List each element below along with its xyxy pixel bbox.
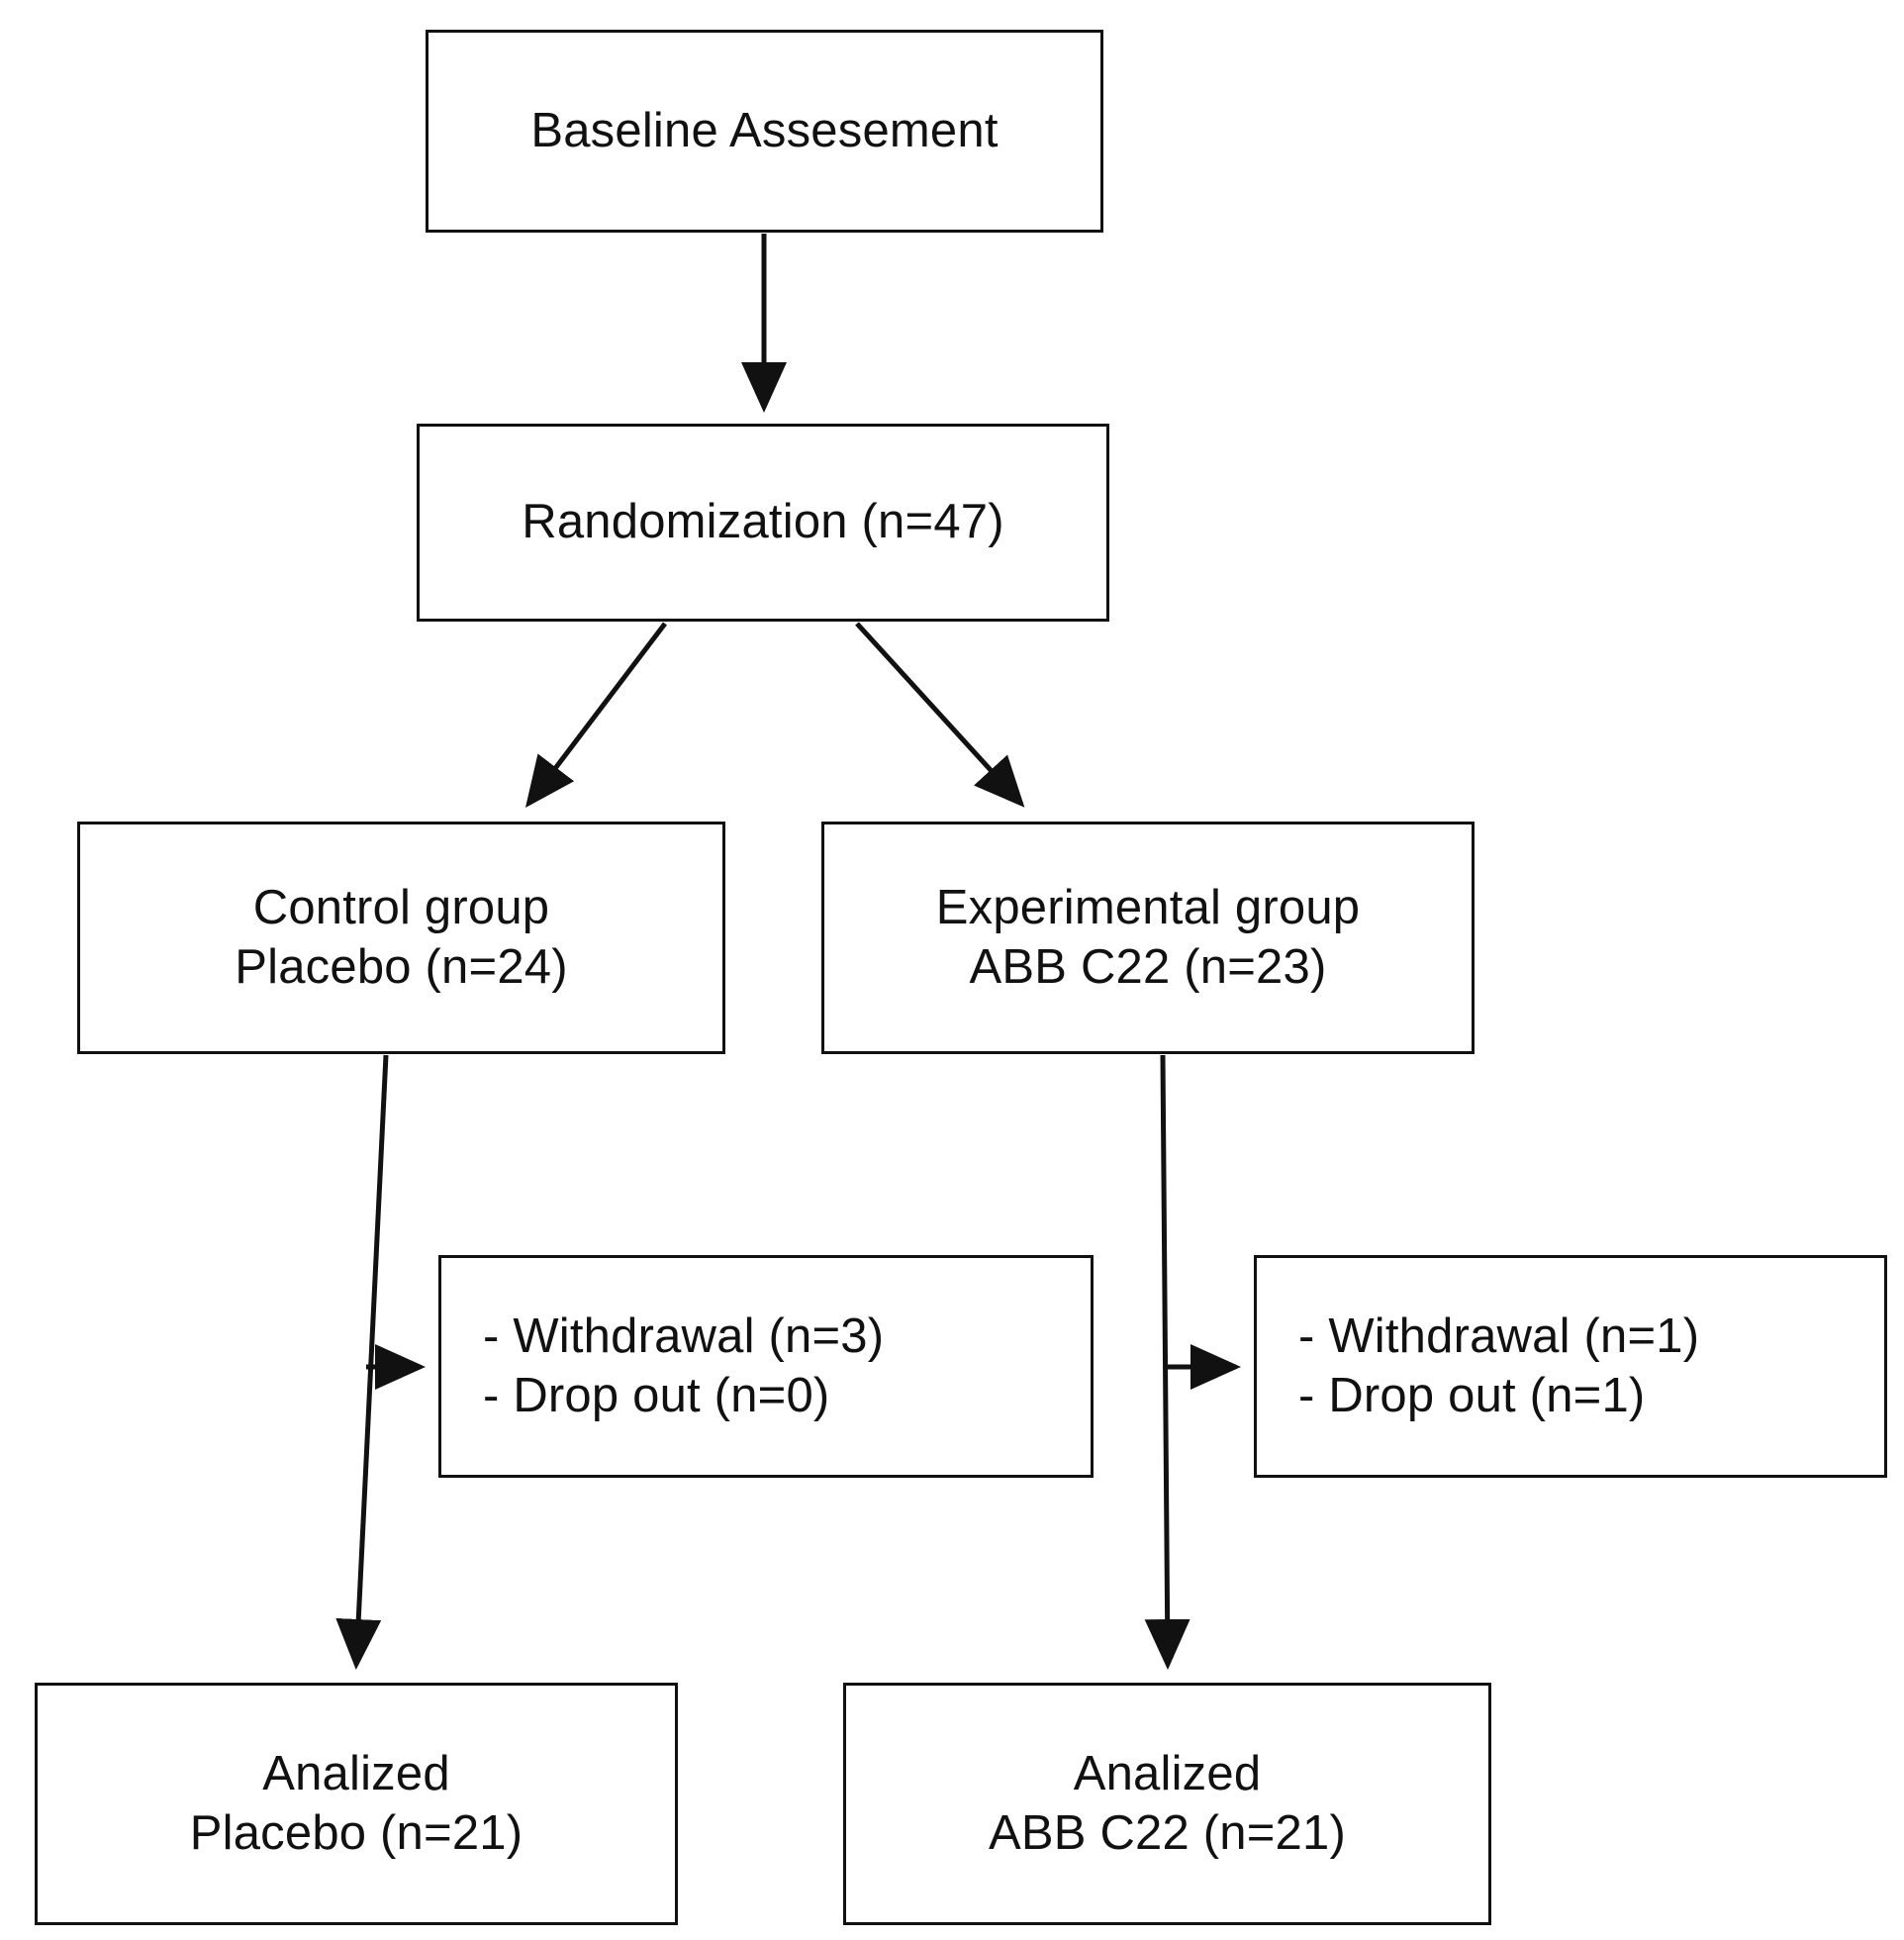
node-analyzed-control-line-1: Analized [262, 1746, 450, 1800]
node-control-losses-line-1: - Withdrawal (n=3) [483, 1309, 885, 1363]
node-analyzed-control [35, 1683, 678, 1925]
node-control-losses-line-2: - Drop out (n=0) [483, 1368, 830, 1422]
edge-randomization-to-experimental [857, 624, 1021, 804]
node-experimental-losses-line-2: - Drop out (n=1) [1298, 1368, 1646, 1422]
node-control-group-line-2: Placebo (n=24) [235, 939, 568, 994]
node-experimental-losses [1254, 1255, 1887, 1478]
node-analyzed-experimental-line-2: ABB C22 (n=21) [989, 1805, 1346, 1860]
node-control-losses [438, 1255, 1094, 1478]
node-control-group [77, 822, 725, 1054]
edge-randomization-to-control [528, 624, 665, 804]
node-analyzed-control-line-2: Placebo (n=21) [189, 1805, 524, 1860]
node-experimental-losses-line-1: - Withdrawal (n=1) [1298, 1309, 1700, 1363]
edge-experimental-to-analyzed [1163, 1055, 1168, 1665]
node-experimental-group [821, 822, 1475, 1054]
node-baseline-assessment [426, 30, 1103, 233]
node-experimental-group-line-2: ABB C22 (n=23) [969, 939, 1327, 994]
node-analyzed-experimental-line-1: Analized [1073, 1746, 1262, 1800]
node-experimental-group-line-1: Experimental group [935, 880, 1361, 934]
node-control-group-line-1: Control group [252, 880, 550, 934]
node-analyzed-experimental [843, 1683, 1491, 1925]
node-randomization [417, 424, 1109, 622]
node-baseline-assessment-line-1: Baseline Assesement [530, 103, 999, 157]
edge-control-to-analyzed [356, 1055, 386, 1665]
node-randomization-line-1: Randomization (n=47) [522, 495, 1004, 549]
